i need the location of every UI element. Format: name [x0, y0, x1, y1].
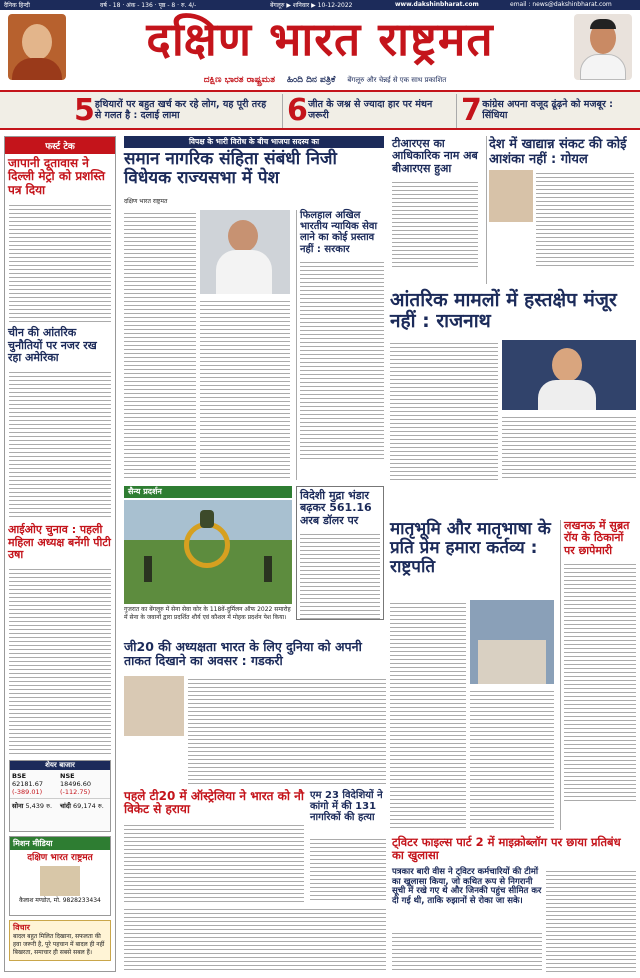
top-strip	[0, 0, 640, 10]
army-photo	[124, 500, 292, 604]
teaser-3-number: 7	[461, 93, 482, 129]
mission-contact: कैलाश मण्डोत, मो. 9828233434	[19, 897, 101, 905]
lead-byline: दक्षिण भारत राष्ट्रमत	[124, 198, 168, 205]
twitter-headline[interactable]: ट्विटर फाइल्स पार्ट 2 में माइक्रोब्लॉग पर छाया प्रतिबंध का खुलासा	[392, 835, 621, 862]
first-take-header: फर्स्ट टेक	[5, 137, 115, 154]
teaser-1[interactable]	[74, 94, 274, 128]
mission-photo	[40, 866, 80, 896]
teaser-2-text: जीत के जश्न से ज्यादा हार पर मंथन जरूरी	[308, 99, 433, 121]
portrait-right	[574, 14, 632, 80]
left-headline-2[interactable]: चीन की आंतरिक चुनौतियों पर नजर रख रहा अमेरिका	[8, 326, 97, 364]
thought-text: बादल बहुत मिलित दिखाना, सफलता की हवा जरूरी है, पूरे पहचान में बादल ही नहीं बिखरता, समाचार ही सबसे सबल हैं।	[13, 933, 105, 956]
subrata-story	[560, 520, 636, 830]
gold-label: सोना	[12, 802, 24, 811]
lead-kicker: विपक्ष के भारी विरोध के बीच भाजपा सदस्य का	[124, 136, 384, 148]
murmu-photo	[470, 600, 554, 684]
rajnath-headline[interactable]: आंतरिक मामलों में हस्तक्षेप मंजूर नहीं : राजनाथ	[390, 289, 617, 333]
market-widget	[9, 760, 111, 832]
bse-label: BSE	[12, 772, 27, 781]
left-headline-3[interactable]: आईओए चुनाव : पहली महिला अध्यक्ष बनेंगी पीटी उषा	[8, 523, 111, 561]
bse-block	[12, 772, 60, 796]
teaser-2[interactable]	[282, 94, 450, 128]
rajnath-photo	[502, 340, 636, 410]
trs-story	[390, 136, 480, 284]
goyal-story	[486, 136, 636, 284]
gold-value: 5,439 रु.	[25, 802, 53, 811]
thought-title: विचार	[13, 923, 30, 933]
photo-caption-title: सैन्य प्रदर्शन	[124, 486, 292, 498]
teaser-3-text: कांग्रेस अपना वजूद ढूंढ़ने को मजबूर : सिंधिया	[482, 99, 613, 121]
goyal-headline[interactable]: देश में खाद्यान्न संकट की कोई आशंका नहीं : गोयल	[489, 137, 627, 167]
teaser-bar	[0, 90, 640, 130]
congo-headline[interactable]: एम 23 विदेशियों ने कांगो में की 131 नागरिकों की हत्या	[310, 790, 383, 824]
bse-value: 62181.67	[12, 780, 44, 789]
left-headline-1[interactable]: जापानी दूतावास ने दिल्ली मेट्रो को प्रशस्ति पत्र दिया	[8, 156, 105, 197]
subtitle-kannada: ದಕ್ಷಿಣ ಭಾರತ ರಾಷ್ಟ್ರಮತ	[203, 75, 275, 85]
lead-photo	[200, 210, 290, 294]
subtitle-hindi: बेंगलूरु और चेन्नई से एक साथ प्रकाशित	[347, 75, 447, 84]
edition-label: दैनिक हिन्दी	[4, 2, 30, 9]
nse-value: 18496.60	[60, 780, 92, 789]
nse-block	[60, 772, 108, 796]
t20-headline[interactable]: पहले टी20 में ऑस्ट्रेलिया ने भारत को नौ विकेट से हराया	[124, 789, 304, 817]
silver-label: चांदी	[60, 802, 71, 811]
email-link[interactable]: email : news@dakshinbharat.com	[510, 1, 612, 8]
left-column	[4, 136, 116, 972]
masthead-title: दक्षिण भारत राष्ट्रमत	[146, 12, 494, 66]
goyal-photo	[489, 170, 533, 222]
nse-change: (-112.75)	[60, 788, 91, 797]
dateline: बेंगलूरु ▶ शनिवार ▶ 10-12-2022	[270, 2, 353, 9]
portrait-left	[8, 14, 66, 80]
mission-paper: दक्षिण भारत राष्ट्रमत	[27, 853, 93, 864]
teaser-1-number: 5	[74, 93, 95, 129]
website-link[interactable]: www.dakshinbharat.com	[395, 1, 479, 8]
reserve-headline[interactable]: विदेशी मुद्रा भंडार बढ़कर 561.16 अरब डॉलर पर	[300, 489, 372, 527]
subrata-headline[interactable]: लखनऊ में सुब्रत रॉय के ठिकानों पर छापेमारी	[564, 519, 630, 557]
mission-title: मिशन मीडिया	[10, 837, 110, 850]
side-headline[interactable]: फिलहाल अखिल भारतीय न्यायिक सेवा लाने का कोई प्रस्ताव नहीं : सरकार	[300, 210, 378, 255]
teaser-1-text: हथियारों पर बहुत खर्च कर रहे लोग, यह पूरी तरह से गलत है : दलाई लामा	[94, 99, 267, 121]
teaser-2-number: 6	[287, 93, 308, 129]
subtitle-kannada-2: ಹಿಂದಿ ದಿನ ಪತ್ರಿಕೆ	[286, 75, 336, 85]
reserve-story	[296, 486, 384, 620]
nse-label: NSE	[60, 772, 75, 781]
trs-headline[interactable]: टीआरएस का आधिकारिक नाम अब बीआरएस हुआ	[392, 137, 478, 175]
issue-meta: वर्ष - 18 · अंक - 136 · पृष्ठ - 8 · रु. 4/-	[100, 2, 197, 9]
twitter-lead: पत्रकार बारी वीस ने ट्विटर कर्मचारियों की टीमों का खुलासा किया, जो कथित रूप से निगरानी सूची में रखे गए थे और जिनकी पहुंच सीमित कर दी गई थी, ताकि रुझानों से रोका जा सके।	[392, 867, 542, 906]
side-story	[296, 210, 384, 480]
gadkari-headline[interactable]: जी20 की अध्यक्षता भारत के लिए दुनिया को अपनी ताकत दिखाने का अवसर : गडकरी	[124, 639, 362, 668]
market-title: शेयर बाजार	[10, 761, 110, 770]
teaser-3[interactable]	[456, 94, 636, 128]
gadkari-photo	[124, 676, 184, 736]
lead-headline[interactable]: समान नागरिक संहिता संबंधी निजी विधेयक राज्यसभा में पेश	[124, 149, 337, 189]
army-photo-text: गुजरात का बेंगलूरु में सेना सेवा कोर के 118वें-दुर्मिलन ऑफ 2022 समारोह में सेना के जवानों द्वारा प्रदर्शित शौर्य एवं कौशल में मोहक प्रदर्शन पेश किया।	[124, 606, 291, 621]
murmu-headline[interactable]: मातृभूमि और मातृभाषा के प्रति प्रेम हमारा कर्तव्य : राष्ट्रपति	[390, 519, 551, 578]
silver-value: 69,174 रु.	[73, 802, 104, 811]
mission-media-box	[9, 836, 111, 916]
thought-box	[9, 920, 111, 960]
bse-change: (-389.01)	[12, 788, 43, 797]
